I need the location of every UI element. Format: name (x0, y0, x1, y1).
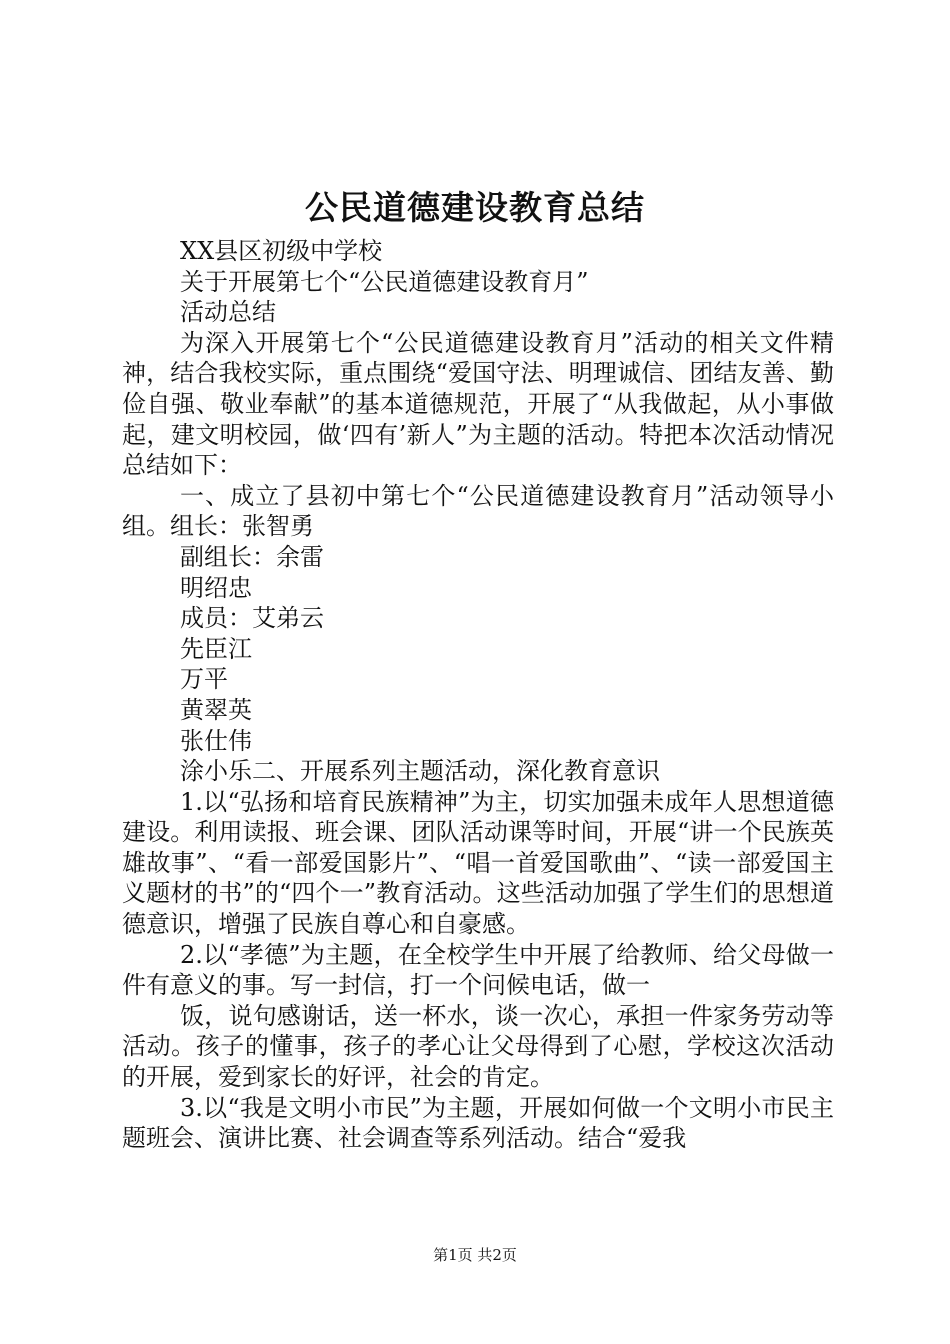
page-number-footer: 第1页 共2页 (433, 1246, 517, 1264)
member-line: 成员：艾弟云 (180, 604, 324, 633)
member-line: 万平 (180, 665, 228, 694)
member-line: 副组长：余雷 (180, 542, 324, 571)
document-title: 公民道德建设教育总结 (305, 188, 645, 227)
paragraph: 3.以“我是文明小市民”为主题，开展如何做一个文明小市民主题班会、演讲比赛、社会调查等系列活动。结合“爱我 (122, 1093, 834, 1153)
subtitle-line: 关于开展第七个“公民道德建设教育月” (180, 267, 589, 296)
paragraph: 2.以“孝德”为主题，在全校学生中开展了给教师、给父母做一件有意义的事。写一封信，打一个问候电话，做一 (122, 940, 834, 1000)
paragraph: 1.以“弘扬和培育民族精神”为主，切实加强未成年人思想道德建设。利用读报、班会课、团队活动课等时间，开展“讲一个民族英雄故事”、“看一部爱国影片”、“唱一首爱国歌曲”、“读一部爱国主义题材的书”的“四个一”教育活动。这些活动加强了学生们的思想道德意识，增强了民族自尊心和自豪感。 (122, 787, 834, 939)
school-name-line: XX县区初级中学校 (180, 237, 383, 265)
member-line: 明绍忠 (180, 573, 252, 602)
subtitle-line: 活动总结 (180, 298, 276, 327)
member-line: 先臣江 (180, 634, 252, 663)
member-line: 黄翠英 (180, 695, 252, 724)
member-line: 张仕伟 (180, 726, 252, 755)
paragraph: 为深入开展第七个“公民道德建设教育月”活动的相关文件精神，结合我校实际，重点围绕“爱国守法、明理诚信、团结友善、勤俭自强、敬业奉献”的基本道德规范，开展了“从我做起，从小事做起，建文明校园，做‘四有’新人”为主题的活动。特把本次活动情况总结如下： (122, 328, 834, 480)
paragraph: 饭，说句感谢话，送一杯水，谈一次心，承担一件家务劳动等活动。孩子的懂事，孩子的孝心让父母得到了心慰，学校这次活动的开展，爱到家长的好评，社会的肯定。 (122, 1001, 834, 1092)
paragraph: 一、成立了县初中第七个“公民道德建设教育月”活动领导小组。组长：张智勇 (122, 481, 834, 541)
section-heading: 涂小乐二、开展系列主题活动，深化教育意识 (180, 757, 660, 786)
document-body (122, 236, 834, 1154)
